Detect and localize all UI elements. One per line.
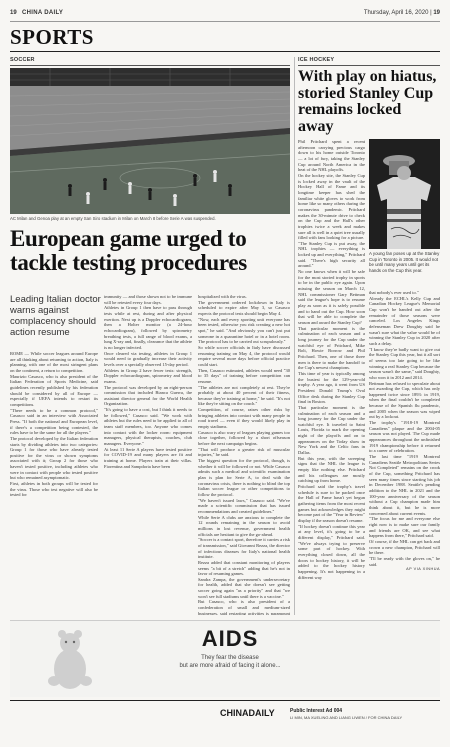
- paragraph: that nobody's ever used to.": [369, 290, 419, 295]
- paragraph: "If hockey doesn't continue this year at any level, it's going to be a different display," Pritchard said. "We've always trying to preserve some part of hockey. With everything closed down, all the doors to hockey history, it will be added to the hockey history happening. It's not happening in a different way: [298, 523, 365, 580]
- main-headline: European game urged to tackle testing procedures: [10, 226, 247, 275]
- paragraph: First, athletes in both groups will be tested for the virus. Those who test negative will also be tested for: [10, 481, 98, 498]
- right-kicker-rule: [298, 65, 440, 66]
- section-rule: [10, 51, 440, 52]
- paragraph: But Casasco, who is also president of a confederation of small and medium-sized businesses, said restarting activities is paramount: [198, 599, 290, 615]
- footer-credit: LI MIN, MA XUELING AND LIANG LIWEN / FOR CHINA DAILY: [290, 715, 403, 720]
- right-kicker: ICE HOCKEY: [298, 57, 335, 63]
- paragraph: "We haven't issued laws," Casasco said. "We've made a scientific commission that has issued recommendations and created guidelines.": [198, 497, 290, 514]
- article-column-2: [104, 294, 192, 615]
- ad-tagline-line1: They fear the disease: [201, 655, 259, 661]
- paragraph: At least 11 Serie A players have tested positive for COVID-19 and many players are fit and training at home. Players train at their villas. Fiorentina and Sampdoria have been: [104, 446, 192, 469]
- paragraph: Then, Casasco estimated, athletes would need "30 to 35 days" of training before competition can resume.: [198, 367, 290, 384]
- paragraph: "It's going to have a cost, but I think it needs to be followed," Casasco said. "We work with athletes but the rules need to be applied to all of team staff members, too. Anyone who comes into contact with the locker room: equipment managers, physical therapists, coaches, club managers. Everyone.": [104, 407, 192, 447]
- paragraph: immunity — and those shown not to be immune will be retested every four days.: [104, 294, 192, 305]
- paragraph: "The athletes are not completely at rest. They're probably at about 40 percent of their fitness, because they're training at home," he said. "It's not like they're sitting on the couch.": [198, 384, 290, 407]
- paragraph: On the hockey site, the Stanley Cup is locked away in the vault of the Hockey Hall of Fame and its longtime keeper has shed the familiar white gloves to work from home like so many others during the coronavirus pandemic. Pritchard makes the 30-minute drive to check on the Cup and the Hall's other trophies twice a week and makes sure all is well in a quiet tree usually filled with fans looking for a picture.: [298, 172, 365, 241]
- footer-rule: [10, 700, 440, 701]
- paragraph: "I know they're badly want to give out the Stanley Cup this year, but it all sort of seems too late going to be like winning a real Stanley Cup because the season wasn't the same," said Doughty, who won it in 2012 and 2014.: [369, 346, 440, 380]
- paragraph: The biggest question for the protocol, though, is whether it will be followed or not. While Casasco admits such a medical and scientific examination plan is plan for Serie A, to deal with the coronavirus crisis, there is nothing to blind the top Italian soccer league or other competitions to follow the protocol.: [198, 458, 290, 497]
- paragraph: "That will produce a greater risk of muscular injuries," he said.: [198, 446, 290, 458]
- paragraph: Once cleared via testing, athletes in Group 1 would need to gradually increase their activity levels over a specially observed 15-day period.: [104, 350, 192, 367]
- paragraph: Of course, if the NHL can get back and crown a new champion, Pritchard will be there.: [369, 538, 440, 556]
- footer-ad-label: Public Interest Ad 004: [290, 708, 343, 714]
- paragraph: So while soccer officials in Italy have discussed resuming training on May 4, the protocol would require several more days before official practice could start.: [198, 344, 290, 367]
- main-deck: Leading Italian doctor warns against complacency should action resume: [10, 294, 101, 338]
- paragraph: "Soccer is a contact sport, therefore it carries a risk of transmission," said Giovanni Rezza, the director of infectious diseases for Italy's national health institute.: [198, 537, 290, 560]
- issue-date-text: Thursday, April 16, 2020: [363, 10, 429, 16]
- right-byline: AP VIA XINHUA: [406, 567, 440, 572]
- paragraph: Rezza added that constant monitoring of players seems "a bit of a stretch" adding that he's not in favor of resuming games.: [198, 559, 290, 577]
- article-column-1: [10, 351, 98, 615]
- jersey-photo-caption: A young fan poses up at the Stanley Cup in Toronto in 2005. It would not be until many years until get its hands on the Cup this year.: [369, 251, 440, 273]
- paragraph: That particular moment is the culmination of each season and a long journey for the Cup under the watchful eye of Pritchard, Mike Bolt, Howie Borrow and Phil Pritchard. Then, one of those three men is there to make the handoff to the Cup's newest champions.: [298, 325, 365, 371]
- ad-tagline: [130, 655, 330, 670]
- paragraph: The government ordered lockdown in Italy is scheduled to expire after May 3, so Casasco expects the protocol tests should begin May 4.: [198, 299, 290, 316]
- paragraph: But this year, with the sweeping signs that the NHL the league is empty like nothing else. Pritchard and his colleagues are mostly catching up from home.: [298, 455, 365, 484]
- paragraph: Athletes in Group 1 then have to pass through tests while at rest, during and after physical exertion. Next up is a Doppler echocardiogram, then a Holter monitor (a 24-hour echocardiogram), followed by spirometry breathing tests, a full range of blood exams, a lung X-ray and, finally, clearance that the athlete is no longer infected.: [104, 305, 192, 350]
- paragraph: "There needs to be a common protocol," Casasco said in an interview with Associated Press. "If both the national and European level, if there's a competition being contested, the rules have to be the same for all the players.": [10, 407, 98, 436]
- paragraph: hospitalized with the virus.: [198, 294, 247, 299]
- jersey-illustration: [369, 139, 440, 249]
- paragraph: Competition, of course, raises other risks by bringing athletes into contact with many people in road travel — even if they would likely play in empty stadiums.: [198, 407, 290, 430]
- ad-title: AIDS: [201, 626, 259, 651]
- masthead: [10, 10, 440, 20]
- paper-name: CHINA DAILY: [22, 10, 64, 16]
- paragraph: Athletes in Group 2 have fewer tests: strength, Doppler echocardiogram, spirometry and blood exams.: [104, 367, 192, 384]
- paragraph: This time of year is typically among the busiest for the 129-year-old trophy. A year ago, it went from US President Donald Trump's Oval Office desk during the Stanley Cup final in Boston.: [298, 370, 365, 405]
- issue-date-page: 19: [433, 10, 440, 16]
- stadium-illustration: [10, 68, 290, 214]
- footer-logo: CHINADAILY: [220, 708, 275, 718]
- paragraph: "The focus for me and everyone else right now is to make sure our family and friends are OK, and see what happens from there," Pritchard said.: [369, 516, 440, 539]
- section-title: SPORTS: [10, 25, 94, 49]
- hockey-column-2: [369, 290, 440, 615]
- paragraph: "Now, each and every sporting unit everyone has been tested, otherwise you risk creating a new hot spot," he said. "And obviously you can't just put someone in a quarantine hotel or in a hotel room. The protocol has to be carried out scrupulously.": [198, 316, 290, 345]
- paragraph: No one knows when it will be safe for the most storied trophy in sports to be in the public eye again. Upon missing the season on March 12, NHL commissioner Gary Bettman said the league's hope is to resume play as soon as it is safely possible and to hand out the Cup. How soon that will be able to complete the season and award the Stanley Cup?: [298, 269, 365, 325]
- jersey-photo: [369, 139, 440, 249]
- issue-date: Thursday, April 16, 2020 | 19: [363, 10, 440, 16]
- paragraph: Bettman has refused to speculate about not awarding the Cup, which has only happened twice since 1893: in 1919, when the final couldn't be completed because of the Spanish flu pandemic, and 2005 when the season was wiped out by a lockout.: [369, 380, 440, 420]
- left-kicker: SOCCER: [10, 57, 35, 63]
- paragraph: While Serie A clubs are anxious to complete the 12 rounds remaining in the season to avoid millions in lost revenue, government health officials are hesitant to give the go-ahead.: [198, 514, 290, 537]
- paragraph: The protocol was developed by an eight-person commission that included Bianca Guerra, the assistant director general for the World Health Organization.: [104, 384, 192, 407]
- paragraph: Casasco is also wary of leagues playing games too close together, followed by a short offseason before the next campaign begins.: [198, 429, 290, 447]
- paragraph: The last time "1919 Montreal Canadiens Seattle Metropolitans Series Not Completed" remains on the crook of the Cup, something Pritchard has seen many times since starting his job in December 1988. Seattle's pending addition to the NHL in 2021 and the 100-year anniversary of the season without a Cup champion made him think about it, but he is more concerned about current events.: [369, 454, 440, 516]
- stadium-photo-caption: AC Milan and Genoa play at an empty San Siro stadium in Milan on March 8 before Serie A was suspended.: [10, 216, 216, 221]
- paragraph: Phil Pritchard spent a recent afternoon carrying precious cargo down to his home outside Toronto — a lot of fury, taking the Stanley Cup around North America in the heat of the NHL playoffs.: [298, 139, 365, 173]
- stadium-photo: [10, 68, 290, 214]
- paragraph: Sandra Zampa, the government's undersecretary for health, added that she doesn't see getting soccer going again "as a priority" and that "we won't see full stadiums until there is a vaccine.": [198, 576, 290, 599]
- paragraph: ROME — While soccer leagues around Europe are all thinking about returning to action, Italy is planning, with one of the most stringent plans on the continent, a return to competition.: [10, 351, 98, 373]
- paragraph: The protocol developed by the Italian federation starts by dividing athletes into two categories: Group 1 for those who have already tested positive for the virus or shown symptoms associated with it; Group 2 for those who haven't tested positive, including athletes who were in contact with people who tested positive but who remained asymptomatic.: [10, 435, 98, 481]
- ad-tagline-line2: but are more afraid of facing it alone...: [179, 662, 281, 669]
- paragraph: Already the ECHL's Kelly Cup and Canadian Hockey League's Memorial Cup won't be handed out after the remainder of those seasons were canceled. Los Angeles Kings defenseman Drew Doughty said he wasn't sure what the value would be of winning the Stanley Cup in 2020 after such a delay.: [369, 295, 440, 346]
- article-column-3: [198, 294, 290, 615]
- paragraph: Pritchard said the trophy's travel schedule is sure to be packed once the Hall of Fame hasn't yet begun gathering items from the most recent games but acknowledges they might become part of the "Year in Review" display if the season doesn't resume.: [298, 484, 365, 523]
- paragraph: "I'll be ready with the gloves on," he said.: [369, 555, 440, 567]
- paragraph: "The Stanley Cup is put away, the NHL trophies — everything is locked up and everything," Pritchard said. "There's high security all around.": [298, 240, 365, 269]
- top-rule: [10, 21, 440, 22]
- left-kicker-rule: [10, 65, 290, 66]
- hockey-column-1: [298, 139, 365, 615]
- column-divider: [294, 57, 295, 615]
- hockey-headline: With play on hiatus, storied Stanley Cup remains locked away: [298, 68, 437, 135]
- paragraph: Maurizio Casasco, who is also president of the Italian Federation of Sports Medicine, said guidelines recently published by his federation should be considered by all of Europe — especially if UEFA intends to restart its competitions.: [10, 373, 98, 407]
- paragraph: The trophy's "1918-19 Montreal Canadiens" plaque and the 2004-05 season was not played. The Cup made appearances throughout the unfinished 1919 championship before it returned to a career of celebration.: [369, 420, 440, 454]
- page-number: 19: [10, 10, 17, 16]
- paragraph: That particular moment is the culmination of each season and a long journey for the Cup under the watchful eye. It traveled to Saint Louis, Florida to mark the opening night of the playoffs and on to appearances on the Today show in New York and the Celtic fans in Dallas.: [298, 404, 365, 456]
